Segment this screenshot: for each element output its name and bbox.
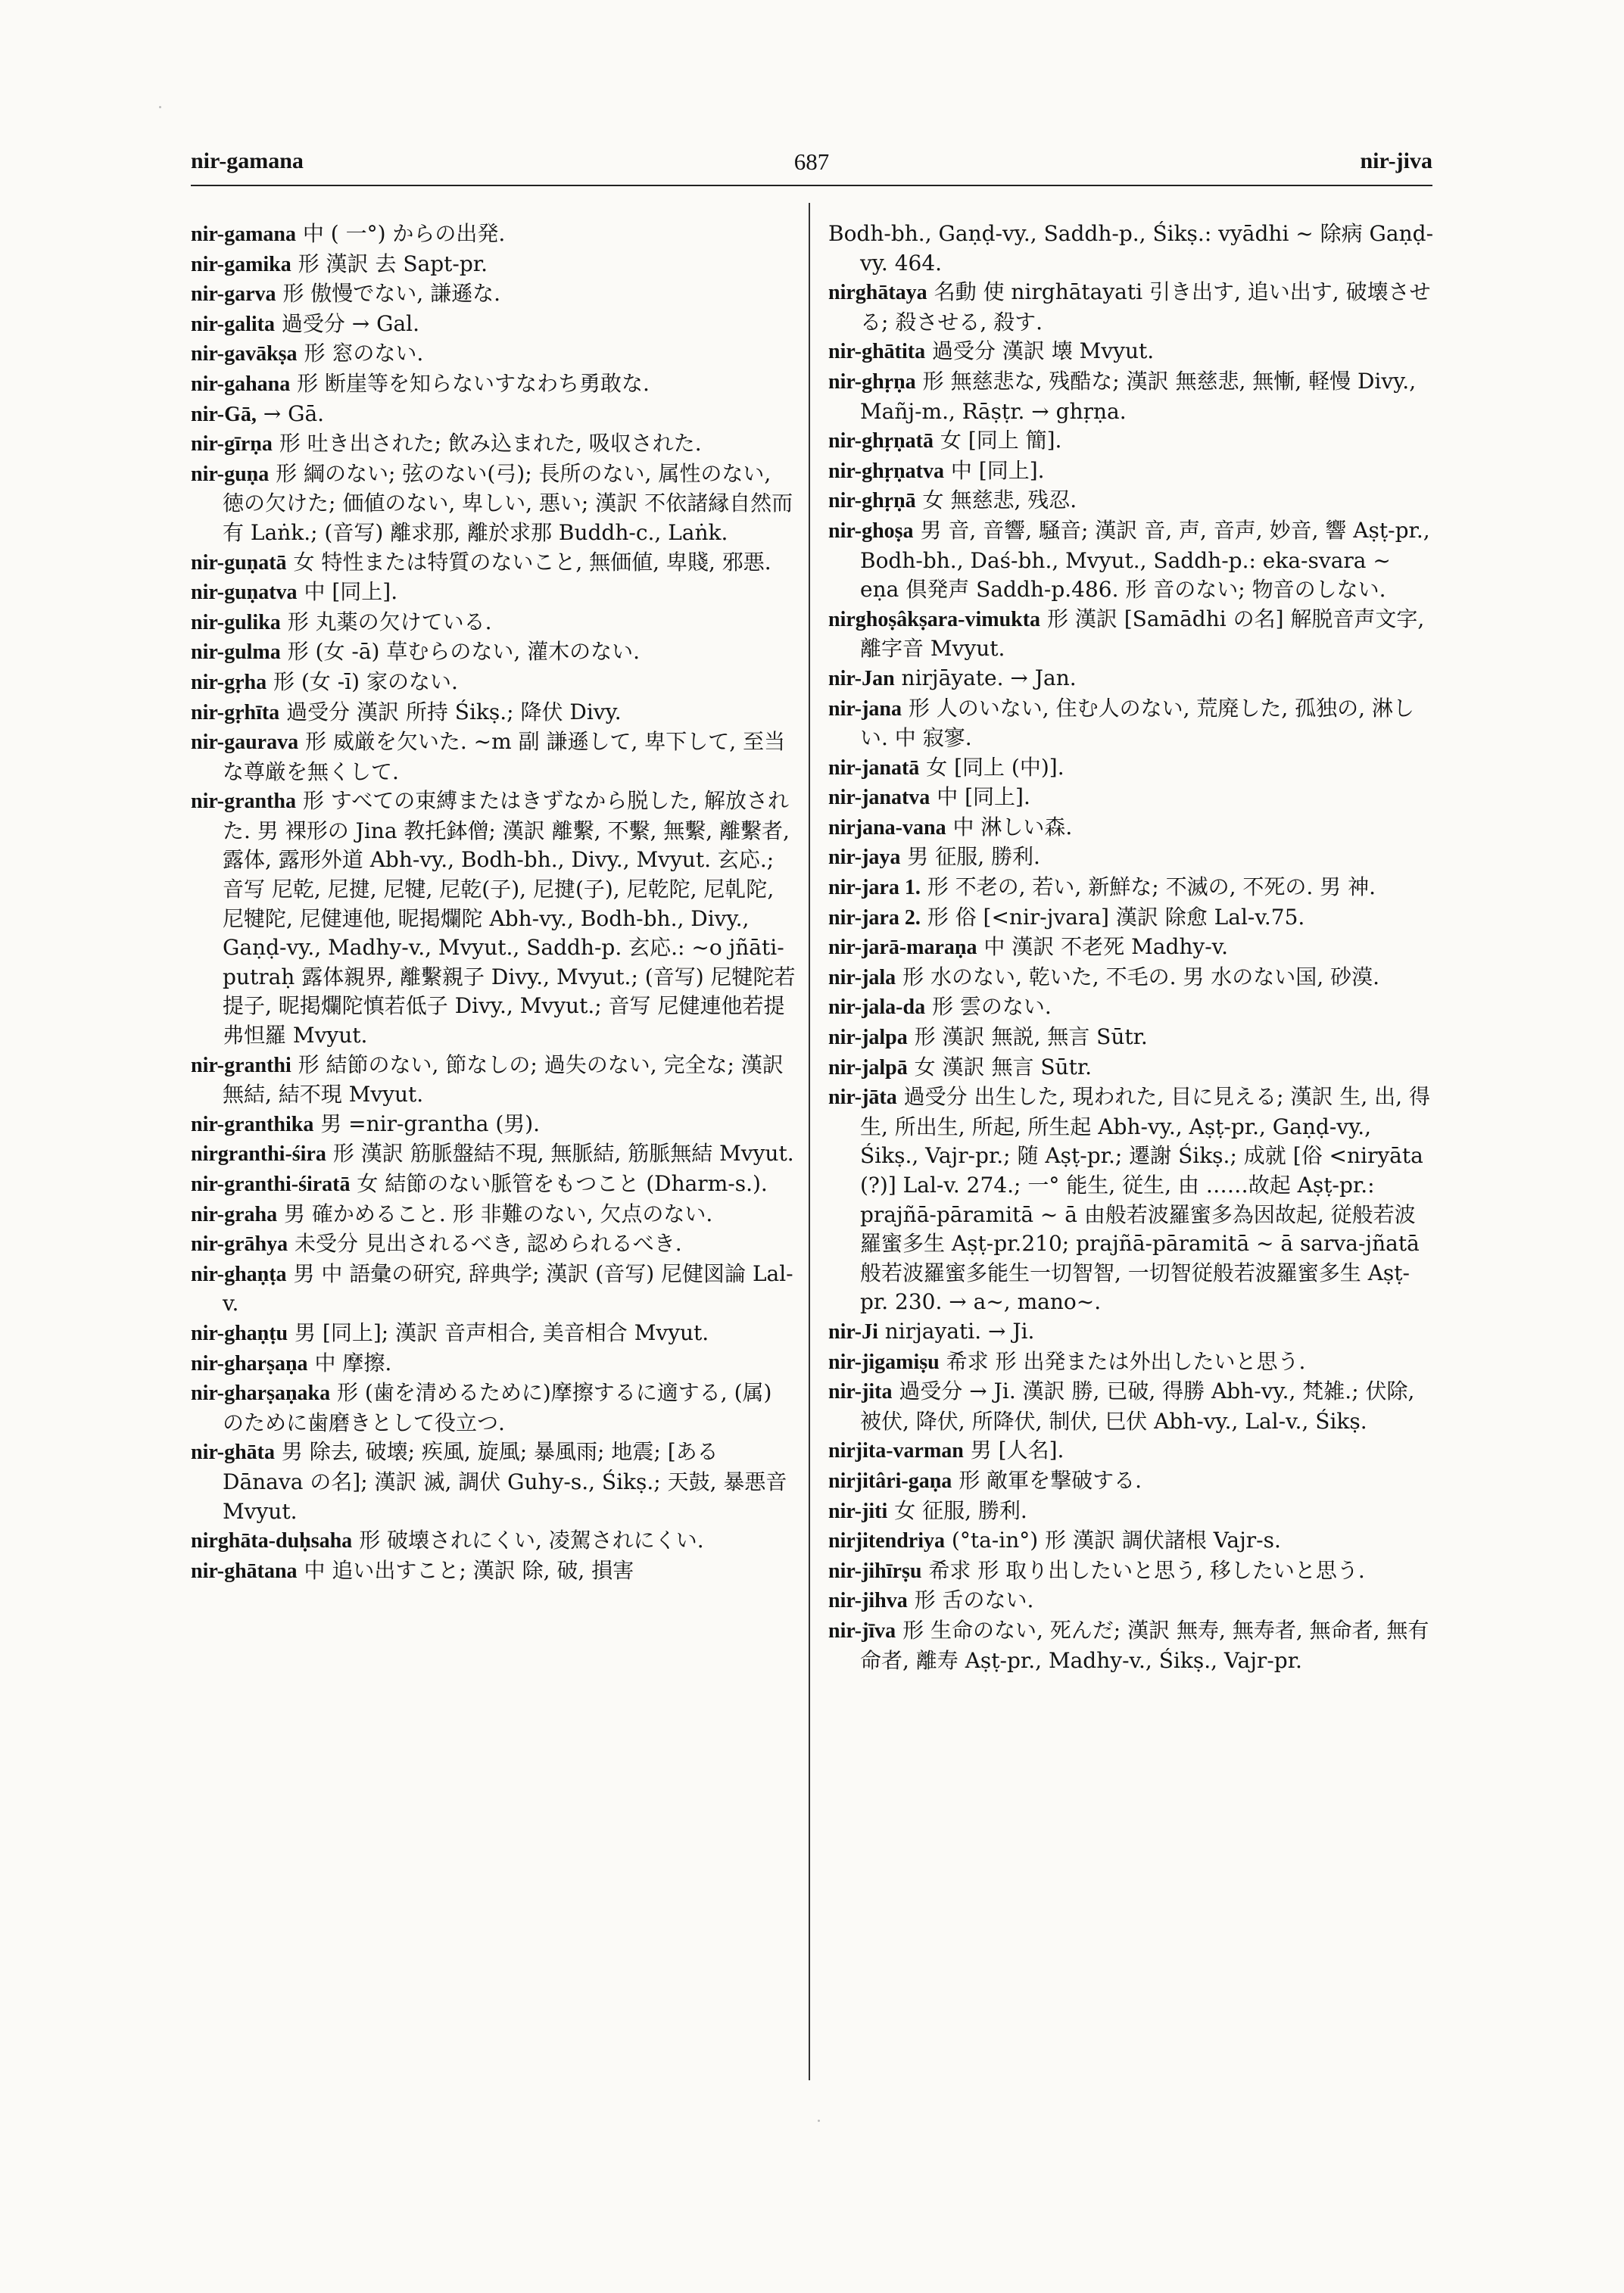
entry-headword: nir-jala xyxy=(828,965,896,989)
entry-headword: nir-gamana xyxy=(191,223,296,246)
entry-definition: 形 漢訳 無説, 無言 Sūtr. xyxy=(914,1024,1148,1050)
entry-headword: nir-jiti xyxy=(828,1499,888,1523)
dictionary-entry xyxy=(191,608,796,638)
entry-definition: 形 断崖等を知らないすなわち勇敢な. xyxy=(297,370,650,396)
entry-headword: nir-jihīrṣu xyxy=(828,1559,922,1583)
entry-definition: 形 結節のない, 節なしの; 過失のない, 完全な; 漢訳 無結, 結不現 Mvyut. xyxy=(223,1051,784,1108)
dictionary-entry xyxy=(191,1526,796,1556)
entry-definition: 男 音, 音響, 騒音; 漢訳 音, 声, 音声, 妙音, 響 Aṣṭ-pr., Bodh-bh., Daś-bh., Mvyut., Saddh-p.: eka-svara ~ eṇa 倶発声 Saddh-p.486. 形 音のない; 物音のしない. xyxy=(860,517,1430,603)
dictionary-entry xyxy=(191,460,796,548)
entry-definition: 形 無慈悲な, 残酷な; 漢訳 無慈悲, 無慚, 軽慢 Divy., Mañj-m., Rāṣṭr. → ghṛṇa. xyxy=(860,368,1417,424)
entry-definition: → Gā. xyxy=(263,400,325,426)
entry-headword: nir-janatva xyxy=(828,786,930,810)
entry-headword: nir-ghṛṇa xyxy=(828,369,916,394)
entry-headword: nir-ghoṣa xyxy=(828,519,914,543)
entry-definition: 男 除去, 破壊; 疾風, 旋風; 暴風雨; 地震; [ある Dānava の名]; 漢訳 滅, 調伏 Guhy-s., Śikṣ.; 天鼓, 暴悪音 Mvyut. xyxy=(223,1439,787,1524)
entry-definition: 未受分 見出されるべき, 認められるべき. xyxy=(294,1231,682,1257)
dictionary-entry xyxy=(828,1377,1434,1436)
entry-definition: 男 =nir-grantha (男). xyxy=(320,1111,541,1136)
entry-headword: nir-janatā xyxy=(828,756,920,780)
entry-headword: nir-gharṣaṇaka xyxy=(191,1382,331,1406)
entry-headword: nir-gaurava xyxy=(191,731,299,755)
entry-definition: 過受分 → Gal. xyxy=(281,310,420,336)
entry-definition: 男 [人名]. xyxy=(970,1438,1064,1463)
entry-definition: 過受分 → Ji. 漢訳 勝, 已破, 得勝 Abh-vy., 梵雑.; 伏除, 被伏, 降伏, 所降伏, 制伏, 巳伏 Abh-vy., Lal-v., Śikṣ. xyxy=(860,1379,1415,1434)
dictionary-entry xyxy=(191,698,796,728)
dictionary-entry xyxy=(191,1170,796,1200)
entry-headword: nir-guṇa xyxy=(191,462,270,486)
dictionary-entry xyxy=(191,1319,796,1349)
entry-headword: nirghāta-duḥsaha xyxy=(191,1529,353,1553)
dictionary-entry xyxy=(828,783,1434,813)
entry-headword: nir-jara 2. xyxy=(828,905,921,930)
entry-definition: 男 征服, 勝利. xyxy=(907,844,1040,870)
entry-headword: nir-graha xyxy=(191,1202,278,1226)
entry-headword: nir-ghṛṇatva xyxy=(828,459,944,483)
entry-definition: 中 淋しい森. xyxy=(952,814,1073,840)
dictionary-entry xyxy=(828,486,1434,516)
dictionary-entry xyxy=(828,456,1434,487)
entry-definition: 形 俗 [<nir-jvara] 漢訳 除愈 Lal-v.75. xyxy=(927,904,1305,930)
dictionary-entry xyxy=(191,578,796,608)
entry-definition: 形 窓のない. xyxy=(304,341,424,366)
entry-definition: 過受分 漢訳 壊 Mvyut. xyxy=(931,338,1155,364)
entry-headword: nir-jalpa xyxy=(828,1026,908,1050)
entry-headword: nir-ghṛṇatā xyxy=(828,429,934,453)
dictionary-entry xyxy=(828,933,1434,963)
entry-definition: (°ta-in°) 形 漢訳 調伏諸根 Vajr-s. xyxy=(951,1528,1281,1553)
entry-definition: 希求 形 取り出したいと思う, 移したいと思う. xyxy=(928,1557,1365,1583)
entry-definition: 中 [同上]. xyxy=(937,784,1030,810)
entry-headword: nir-ghātana xyxy=(191,1559,298,1583)
dictionary-entry xyxy=(191,1349,796,1379)
dictionary-entry xyxy=(191,637,796,668)
entry-definition: 男 中 語彙の研究, 辞典学; 漢訳 (音写) 尼健図論 Lal-v. xyxy=(223,1260,793,1316)
entry-definition: 女 征服, 勝利. xyxy=(894,1497,1027,1523)
entry-headword: nir-gīrṇa xyxy=(191,432,273,456)
entry-definition: Bodh-bh., Gaṇḍ-vy., Saddh-p., Śikṣ.: vyādhi ~ 除病 Gaṇḍ-vy. 464. xyxy=(828,221,1434,276)
dictionary-entry xyxy=(191,1200,796,1230)
dictionary-entry xyxy=(191,429,796,460)
entry-definition: 女 無慈悲, 残忍. xyxy=(922,488,1077,513)
entry-definition: nirjāyate. → Jan. xyxy=(901,665,1077,690)
dictionary-entry xyxy=(828,516,1434,605)
dictionary-entry xyxy=(828,753,1434,784)
dictionary-entry xyxy=(191,1556,796,1587)
entry-headword: nir-Ji xyxy=(828,1319,878,1344)
entry-headword: nir-ghātita xyxy=(828,340,926,364)
entry-headword: nir-ghṛṇā xyxy=(828,489,916,513)
entry-definition: 形 水のない, 乾いた, 不毛の. 男 水のない国, 砂漠. xyxy=(902,964,1379,989)
entry-headword: nirjitendriya xyxy=(828,1529,945,1553)
dictionary-entry xyxy=(828,843,1434,873)
dictionary-entry xyxy=(828,1556,1434,1587)
entry-definition: 形 (歯を清めるために)摩擦するに適する, (属) のために歯磨きとして役立つ. xyxy=(223,1380,772,1435)
dictionary-entry xyxy=(191,1110,796,1140)
entry-headword: nir-jīva xyxy=(828,1618,896,1643)
entry-headword: nir-gahana xyxy=(191,372,291,396)
dictionary-entry xyxy=(191,1260,796,1319)
entry-definition: 女 [同上 簡]. xyxy=(940,428,1062,453)
scan-speck xyxy=(818,2120,820,2122)
entry-definition: 形 威厳を欠いた. ~m 副 謙遜して, 卑下して, 至当な尊厳を無くして. xyxy=(223,729,786,784)
entry-headword: nir-gṛha xyxy=(191,670,267,694)
entry-definition: 形 破壊されにくい, 凌駕されにくい. xyxy=(359,1528,704,1553)
dictionary-entry xyxy=(828,873,1434,903)
dictionary-entry xyxy=(828,1616,1434,1675)
entry-definition: 女 [同上 (中)]. xyxy=(926,754,1064,780)
entry-headword: nir-gamika xyxy=(191,252,291,276)
entry-definition: nirjayati. → Ji. xyxy=(884,1318,1035,1344)
entry-headword: nir-ghāta xyxy=(191,1441,275,1465)
dictionary-entry xyxy=(828,903,1434,933)
dictionary-entry xyxy=(191,1229,796,1260)
dictionary-entry xyxy=(828,1317,1434,1347)
dictionary-entry xyxy=(828,337,1434,367)
dictionary-entry xyxy=(191,548,796,578)
left-guide-word: nir-gamana xyxy=(191,148,304,173)
entry-definition: 形 敵軍を撃破する. xyxy=(959,1467,1142,1493)
entry-definition: 過受分 漢訳 所持 Śikṣ.; 降伏 Divy. xyxy=(286,699,622,724)
entry-definition: 形 (女 -ā) 草むらのない, 灌木のない. xyxy=(287,639,641,665)
entry-definition: 形 雲のない. xyxy=(931,994,1052,1020)
dictionary-entry xyxy=(191,1438,796,1526)
scan-speck xyxy=(159,106,161,108)
entry-definition: 形 漢訳 [Samādhi の名] 解脱音声文字, 離字音 Mvyut. xyxy=(860,606,1425,662)
entry-headword: nir-jaya xyxy=(828,846,901,870)
entry-definition: 形 丸薬の欠けている. xyxy=(287,609,492,634)
page-number: 687 xyxy=(793,148,830,175)
right-guide-word: nir-jiva xyxy=(1360,148,1432,173)
dictionary-entry xyxy=(828,1586,1434,1616)
entry-headword: nirjita-varman xyxy=(828,1439,964,1463)
entry-definition: 形 綱のない; 弦のない(弓); 長所のない, 属性のない, 徳の欠けた; 価値のない, 卑しい, 悪い; 漢訳 不依諸縁自然而有 Laṅk.; (音写) 離求那, 離於求那 Buddh-c., Laṅk. xyxy=(223,460,793,545)
left-column xyxy=(191,220,796,1586)
entry-definition: 形 漢訳 筋脈盤結不現, 無脈結, 筋脈無結 Mvyut. xyxy=(332,1141,794,1167)
entry-headword: nir-jāta xyxy=(828,1086,897,1110)
dictionary-entry xyxy=(191,250,796,280)
dictionary-entry xyxy=(191,1051,796,1110)
entry-headword: nir-jala-da xyxy=(828,995,926,1020)
dictionary-entry xyxy=(828,1053,1434,1083)
entry-definition: 形 人のいない, 住む人のない, 荒廃した, 孤独の, 淋しい. 中 寂寥. xyxy=(860,695,1414,751)
dictionary-entry xyxy=(828,1023,1434,1053)
dictionary-entry xyxy=(828,813,1434,843)
entry-definition: 形 漢訳 去 Sapt-pr. xyxy=(298,251,488,276)
entry-definition: 女 漢訳 無言 Sūtr. xyxy=(914,1054,1093,1080)
entry-definition: 女 結節のない脈管をもつこと (Dharm-s.). xyxy=(357,1171,768,1196)
entry-headword: nir-grantha xyxy=(191,790,296,814)
dictionary-entry xyxy=(828,220,1434,278)
entry-definition: 形 吐き出された; 飲み込まれた, 吸収された. xyxy=(279,431,702,456)
entry-definition: 過受分 出生した, 現われた, 目に見える; 漢訳 生, 出, 得生, 所出生, 所起, 所生起 Abh-vy., Aṣṭ-pr., Gaṇḍ-vy., Śikṣ., Vajr-pr.; 随 Aṣṭ-pr.; 遷謝 Śikṣ.; 成就 [俗 <niryāta (?)] Lal-v. 274.; 一° 能生, 従生, 由 ……故起 Aṣṭ-pr.: prajñā-pāramitā ~ ā 由般若波羅蜜多為因故起, 従般若波羅蜜多生 Aṣṭ-pr.210; prajñā-pāramitā ~ ā sarva-jñatā 般若波羅蜜多能生一切智智, 一切智従般若波羅蜜多生 Aṣṭ-pr. 230. → a~, mano~. xyxy=(860,1084,1430,1315)
entry-definition: 女 特性または特質のないこと, 無価値, 卑賤, 邪悪. xyxy=(293,549,771,575)
dictionary-entry xyxy=(828,278,1434,337)
dictionary-entry xyxy=(828,1436,1434,1466)
entry-headword: nir-guṇatva xyxy=(191,581,298,605)
entry-headword: nirgranthi-śira xyxy=(191,1142,326,1167)
dictionary-entry xyxy=(828,605,1434,664)
entry-headword: nir-gṛhīta xyxy=(191,700,280,724)
entry-headword: nirghātaya xyxy=(828,281,927,305)
dictionary-entry xyxy=(191,400,796,430)
dictionary-entry xyxy=(828,664,1434,694)
column-divider xyxy=(809,203,810,2080)
entry-headword: nir-ghaṇṭa xyxy=(191,1262,287,1286)
entry-definition: 男 確かめること. 形 非難のない, 欠点のない. xyxy=(283,1201,713,1226)
entry-definition: 名動 使 nirghātayati 引き出す, 追い出す, 破壊させる; 殺させる, 殺す. xyxy=(860,279,1431,335)
dictionary-entry xyxy=(191,310,796,340)
dictionary-entry xyxy=(828,426,1434,456)
entry-headword: nir-granthi-śiratā xyxy=(191,1173,351,1196)
entry-headword: nir-jara 1. xyxy=(828,876,921,900)
dictionary-entry xyxy=(191,1379,796,1438)
dictionary-entry xyxy=(191,727,796,787)
entry-headword: nir-jalpā xyxy=(828,1055,908,1080)
right-column xyxy=(828,220,1434,1675)
entry-headword: nir-gharṣaṇa xyxy=(191,1351,308,1375)
dictionary-entry xyxy=(191,787,796,1050)
entry-headword: nir-Jan xyxy=(828,666,895,690)
entry-definition: 形 傲慢でない, 謙遜な. xyxy=(282,281,501,307)
entry-definition: 中 漢訳 不老死 Madhy-v. xyxy=(983,934,1229,960)
entry-definition: 形 (女 -ī) 家のない. xyxy=(273,668,458,694)
entry-headword: nirjitâri-gaṇa xyxy=(828,1469,952,1493)
dictionary-entry xyxy=(828,1347,1434,1378)
entry-headword: nir-guṇatā xyxy=(191,550,287,575)
entry-definition: 中 [同上]. xyxy=(304,579,398,605)
entry-definition: 形 舌のない. xyxy=(914,1587,1034,1613)
entry-headword: nir-granthika xyxy=(191,1112,314,1136)
dictionary-entry xyxy=(828,1466,1434,1497)
dictionary-entry xyxy=(191,220,796,250)
entry-definition: 形 生命のない, 死んだ; 漢訳 無寿, 無寿者, 無命者, 無有命者, 離寿 Aṣṭ-pr., Madhy-v., Śikṣ., Vajr-pr. xyxy=(860,1617,1429,1673)
entry-headword: nir-granthi xyxy=(191,1053,291,1077)
entry-headword: nirjana-vana xyxy=(828,815,946,840)
dictionary-entry xyxy=(191,339,796,369)
entry-headword: nir-gulma xyxy=(191,640,281,665)
entry-headword: nir-gavākṣa xyxy=(191,342,298,366)
dictionary-entry xyxy=(191,279,796,310)
entry-headword: nir-grāhya xyxy=(191,1232,288,1257)
dictionary-entry xyxy=(828,1497,1434,1527)
entry-headword: nir-galita xyxy=(191,312,275,336)
entry-definition: 中 摩擦. xyxy=(314,1350,392,1375)
entry-definition: 中 追い出すこと; 漢訳 除, 破, 損害 xyxy=(304,1557,634,1583)
entry-headword: nir-gulika xyxy=(191,610,281,634)
entry-definition: 男 [同上]; 漢訳 音声相合, 美音相合 Mvyut. xyxy=(295,1319,709,1345)
entry-definition: 希求 形 出発または外出したいと思う. xyxy=(946,1348,1306,1374)
header-rule xyxy=(191,185,1432,186)
dictionary-entry xyxy=(828,1083,1434,1317)
entry-headword: nir-jita xyxy=(828,1380,893,1404)
dictionary-entry xyxy=(828,963,1434,993)
entry-headword: nir-garva xyxy=(191,282,276,307)
entry-headword: nir-Gā, xyxy=(191,402,257,426)
entry-headword: nir-ghaṇṭu xyxy=(191,1321,288,1345)
dictionary-entry xyxy=(191,1139,796,1170)
entry-headword: nir-jihva xyxy=(828,1589,908,1613)
dictionary-entry xyxy=(828,694,1434,753)
dictionary-entry xyxy=(191,668,796,698)
dictionary-entry xyxy=(828,1526,1434,1556)
entry-headword: nir-jigamiṣu xyxy=(828,1350,940,1374)
entry-definition: 中 ( 一°) からの出発. xyxy=(302,221,506,246)
dictionary-entry xyxy=(191,369,796,400)
dictionary-entry xyxy=(828,367,1434,426)
entry-headword: nirghoṣâkṣara-vimukta xyxy=(828,607,1041,631)
entry-definition: 中 [同上]. xyxy=(950,457,1045,483)
entry-definition: 形 不老の, 若い, 新鮮な; 不滅の, 不死の. 男 神. xyxy=(927,874,1376,900)
entry-definition: 形 すべての束縛またはきずなから脱した, 解放された. 男 裸形の Jina 教托鉢僧; 漢訳 離繫, 不繫, 無繫, 離繫者, 露体, 露形外道 Abh-vy., Bodh-bh., Divy., Mvyut. 玄応.; 音写 尼乾, 尼揵, 尼犍, 尼乾(子), 尼揵(子), 尼乾陀, 尼乹陀, 尼犍陀, 尼健連他, 昵掲爛陀 Abh-vy., Bodh-bh., Divy., Gaṇḍ-vy., Madhy-v., Mvyut., Saddh-p. 玄応.: ~o jñāti-putraḥ 露体親界, 離繫親子 Divy., Mvyut.; (音写) 尼犍陀若提子, 昵掲爛陀慎若低子 Divy., Mvyut.; 音写 尼健連他若提弗怛羅 Mvyut. xyxy=(223,788,796,1048)
entry-headword: nir-jarā-maraṇa xyxy=(828,936,977,960)
page-header xyxy=(191,148,1432,179)
entry-headword: nir-jana xyxy=(828,696,902,721)
dictionary-entry xyxy=(828,992,1434,1023)
